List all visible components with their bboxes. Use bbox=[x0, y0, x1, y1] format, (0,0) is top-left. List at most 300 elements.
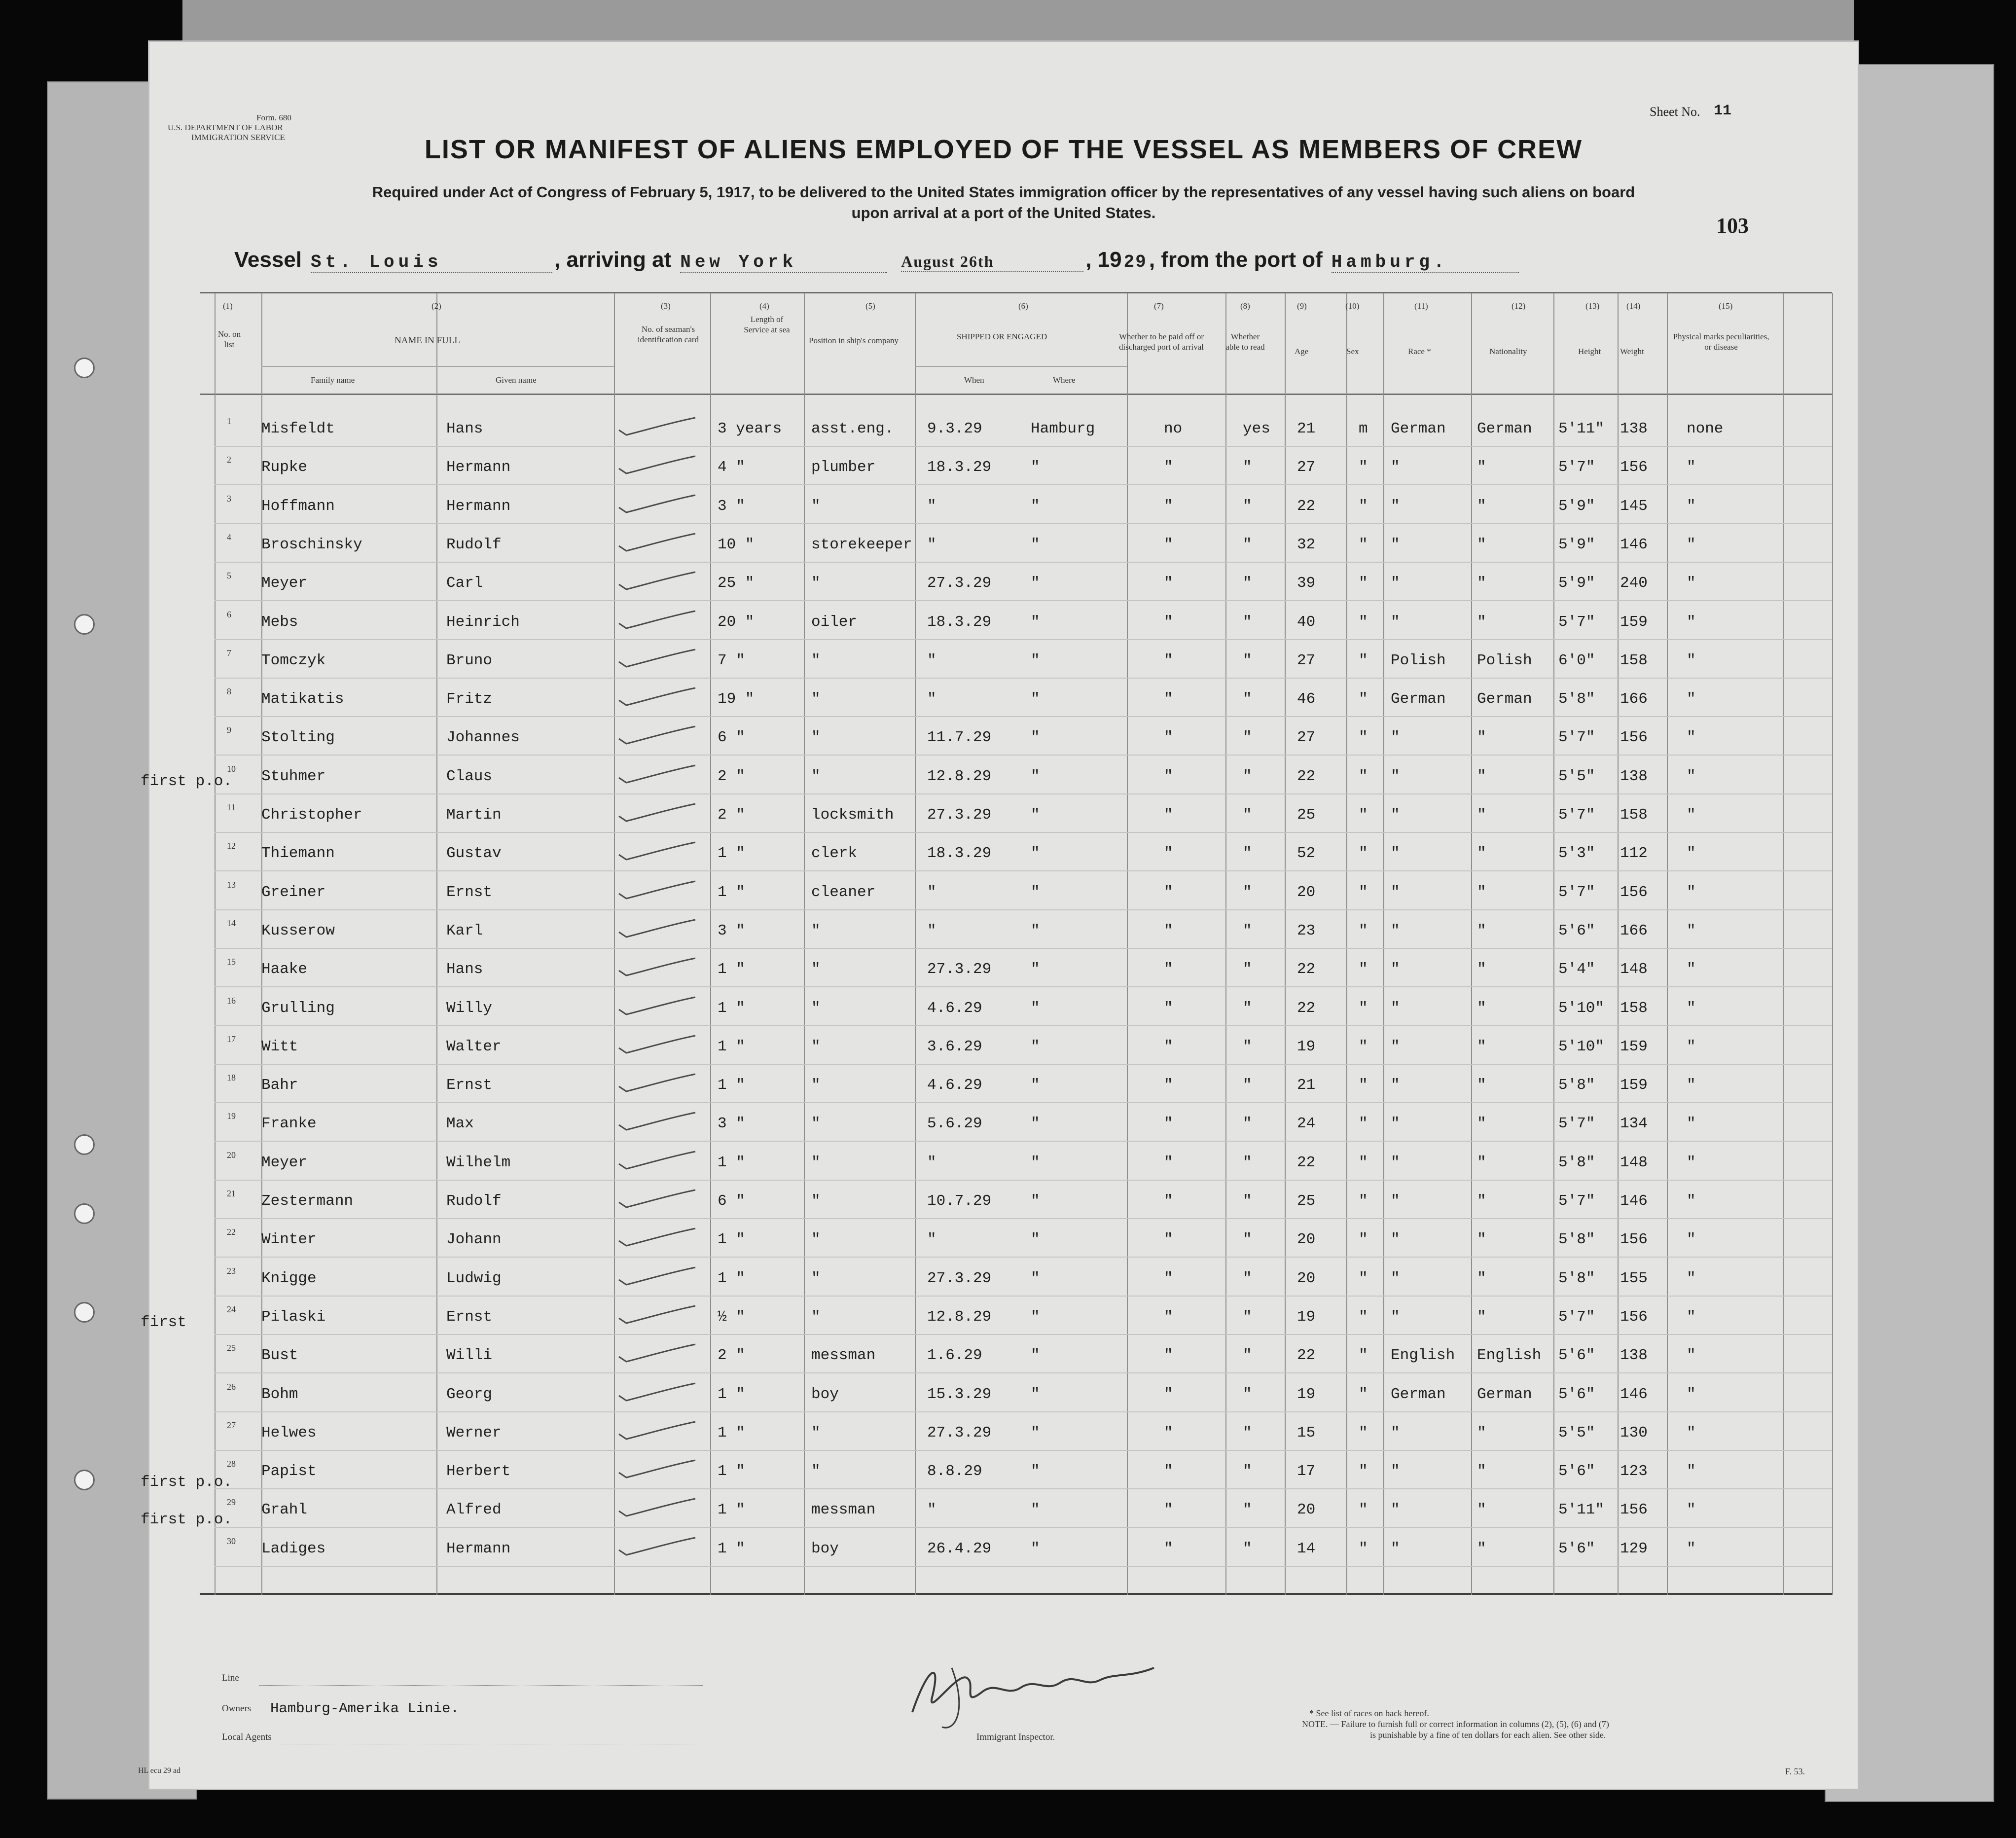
col-14-number: (14) bbox=[1626, 301, 1641, 311]
family-name-cell: Tomczyk bbox=[261, 651, 326, 669]
row-rule bbox=[215, 793, 1832, 794]
ship-position-cell: " bbox=[811, 1308, 821, 1326]
engaged-where-cell: " bbox=[1031, 1269, 1040, 1287]
age-cell: 24 bbox=[1297, 1115, 1316, 1133]
sex-cell: " bbox=[1359, 1463, 1368, 1480]
age-cell: 20 bbox=[1297, 883, 1316, 901]
nationality-cell: German bbox=[1477, 690, 1532, 708]
engaged-when-cell: " bbox=[927, 1153, 936, 1171]
row-rule bbox=[215, 1141, 1832, 1142]
height-cell: 5'10" bbox=[1558, 999, 1605, 1017]
row-number: 11 bbox=[227, 802, 236, 812]
age-cell: 46 bbox=[1297, 690, 1316, 708]
col-13-number: (13) bbox=[1585, 301, 1600, 311]
given-name-cell: Claus bbox=[446, 767, 493, 785]
form-code: F. 53. bbox=[1785, 1766, 1805, 1776]
column-rule bbox=[1471, 293, 1472, 1595]
sex-cell: " bbox=[1359, 1385, 1368, 1403]
able-to-read-cell: " bbox=[1243, 613, 1252, 631]
row-rule bbox=[215, 1450, 1832, 1451]
weight-cell: 146 bbox=[1620, 1192, 1648, 1210]
check-mark-icon bbox=[616, 1419, 700, 1444]
race-footnote: * See list of races on back hereof. bbox=[1309, 1708, 1429, 1718]
inspector-label: Immigrant Inspector. bbox=[976, 1732, 1055, 1742]
margin-note-row-24: first bbox=[141, 1314, 187, 1331]
physical-marks-cell: " bbox=[1687, 536, 1696, 553]
inspector-signature bbox=[898, 1638, 1174, 1737]
age-cell: 22 bbox=[1297, 767, 1316, 785]
engaged-where-cell: " bbox=[1031, 1385, 1040, 1403]
race-cell: " bbox=[1391, 729, 1400, 747]
engaged-when-cell: 5.6.29 bbox=[927, 1115, 982, 1133]
service-length-cell: 19 " bbox=[718, 690, 755, 708]
row-rule bbox=[215, 484, 1832, 485]
paid-off-cell: " bbox=[1164, 729, 1173, 747]
row-number: 28 bbox=[227, 1459, 236, 1469]
col-4-number: (4) bbox=[759, 301, 769, 311]
row-rule bbox=[215, 986, 1832, 987]
row-number: 12 bbox=[227, 841, 236, 851]
weight-cell: 130 bbox=[1620, 1424, 1648, 1442]
row-rule bbox=[215, 600, 1832, 601]
manifest-sheet bbox=[138, 40, 1859, 1790]
physical-marks-cell: " bbox=[1687, 883, 1696, 901]
height-cell: 5'6" bbox=[1558, 1463, 1595, 1480]
check-mark-icon bbox=[616, 1458, 700, 1482]
ship-position-cell: " bbox=[811, 497, 821, 515]
engaged-when-cell: 11.7.29 bbox=[927, 729, 992, 747]
row-number: 22 bbox=[227, 1227, 236, 1237]
age-cell: 14 bbox=[1297, 1540, 1316, 1557]
engaged-when-cell: 18.3.29 bbox=[927, 613, 992, 631]
paid-off-cell: " bbox=[1164, 1192, 1173, 1210]
check-mark-icon bbox=[616, 570, 700, 594]
paid-off-cell: " bbox=[1164, 883, 1173, 901]
ship-position-cell: cleaner bbox=[811, 883, 876, 901]
row-number: 24 bbox=[227, 1304, 236, 1314]
col-9-header: Age bbox=[1295, 347, 1309, 356]
row-number: 29 bbox=[227, 1497, 236, 1508]
engaged-when-cell: " bbox=[927, 690, 936, 708]
engaged-where-cell: " bbox=[1031, 459, 1040, 476]
age-cell: 17 bbox=[1297, 1463, 1316, 1480]
family-name-cell: Winter bbox=[261, 1231, 317, 1249]
given-name-cell: Heinrich bbox=[446, 613, 520, 631]
engaged-when-cell: 4.6.29 bbox=[927, 999, 982, 1017]
manifest-title: LIST OR MANIFEST OF ALIENS EMPLOYED OF THE VESSEL AS MEMBERS OF CREW bbox=[424, 135, 1583, 164]
engaged-when-cell: 27.3.29 bbox=[927, 961, 992, 978]
col-4-header: Length of Service at sea bbox=[744, 315, 790, 334]
weight-cell: 138 bbox=[1620, 1347, 1648, 1365]
race-cell: " bbox=[1391, 1077, 1400, 1094]
age-cell: 27 bbox=[1297, 459, 1316, 476]
family-name-cell: Helwes bbox=[261, 1424, 317, 1442]
family-name-cell: Meyer bbox=[261, 575, 308, 592]
race-cell: " bbox=[1391, 1308, 1400, 1326]
nationality-cell: " bbox=[1477, 1115, 1486, 1133]
ship-position-cell: storekeeper bbox=[811, 536, 912, 553]
given-name-cell: Rudolf bbox=[446, 1192, 502, 1210]
ship-position-cell: " bbox=[811, 767, 821, 785]
row-number: 4 bbox=[227, 532, 231, 542]
check-mark-icon bbox=[616, 840, 700, 865]
physical-marks-cell: " bbox=[1687, 1424, 1696, 1442]
service-length-cell: 1 " bbox=[718, 883, 745, 901]
sex-cell: " bbox=[1359, 1501, 1368, 1519]
ship-position-cell: boy bbox=[811, 1385, 839, 1403]
family-name-cell: Ladiges bbox=[261, 1540, 326, 1557]
manifest-subtitle: Required under Act of Congress of February 5, 1917, to be delivered to the United States immigration officer by the representatives of any vessel having such aliens on board bbox=[372, 183, 1635, 201]
paid-off-cell: " bbox=[1164, 575, 1173, 592]
height-cell: 5'11" bbox=[1558, 420, 1605, 437]
engaged-when-cell: 27.3.29 bbox=[927, 806, 992, 824]
weight-cell: 158 bbox=[1620, 651, 1648, 669]
row-rule bbox=[215, 1296, 1832, 1297]
sheet-number: 11 bbox=[1714, 103, 1732, 119]
able-to-read-cell: " bbox=[1243, 1540, 1252, 1557]
race-cell: " bbox=[1391, 1540, 1400, 1557]
ship-position-cell: locksmith bbox=[811, 806, 894, 824]
engaged-when-cell: " bbox=[927, 497, 936, 515]
paid-off-cell: " bbox=[1164, 690, 1173, 708]
nationality-cell: " bbox=[1477, 497, 1486, 515]
engaged-when-cell: 9.3.29 bbox=[927, 420, 982, 437]
note-line-2: is punishable by a fine of ten dollars for each alien. See other side. bbox=[1370, 1730, 1606, 1740]
row-rule bbox=[215, 1025, 1832, 1026]
row-rule bbox=[215, 1064, 1832, 1065]
engaged-where-cell: " bbox=[1031, 613, 1040, 631]
engaged-where-cell: " bbox=[1031, 497, 1040, 515]
physical-marks-cell: " bbox=[1687, 1308, 1696, 1326]
physical-marks-cell: " bbox=[1687, 1077, 1696, 1094]
line-label: Line bbox=[222, 1673, 239, 1683]
able-to-read-cell: " bbox=[1243, 497, 1252, 515]
col-7-number: (7) bbox=[1154, 301, 1164, 311]
table-header-rule bbox=[200, 394, 1832, 395]
check-mark-icon bbox=[616, 763, 700, 788]
engaged-where-cell: " bbox=[1031, 999, 1040, 1017]
binder-hole bbox=[74, 1134, 95, 1155]
column-rule bbox=[915, 293, 916, 1595]
column-rule bbox=[804, 293, 805, 1595]
able-to-read-cell: " bbox=[1243, 961, 1252, 978]
ship-position-cell: messman bbox=[811, 1501, 876, 1519]
family-name-cell: Zestermann bbox=[261, 1192, 354, 1210]
paid-off-cell: " bbox=[1164, 651, 1173, 669]
paid-off-cell: " bbox=[1164, 1347, 1173, 1365]
column-rule bbox=[1618, 293, 1619, 1595]
col-14-header: Weight bbox=[1620, 347, 1644, 356]
col-2-family-header: Family name bbox=[311, 375, 355, 385]
ship-position-cell: boy bbox=[811, 1540, 839, 1557]
col-15-header: Physical marks peculiarities, or disease bbox=[1673, 332, 1769, 352]
sex-cell: " bbox=[1359, 1077, 1368, 1094]
table-top-rule bbox=[200, 292, 1832, 293]
engaged-when-cell: " bbox=[927, 1501, 936, 1519]
sex-cell: " bbox=[1359, 613, 1368, 631]
given-name-cell: Willi bbox=[446, 1347, 493, 1365]
column-rule bbox=[1285, 293, 1286, 1595]
weight-cell: 240 bbox=[1620, 575, 1648, 592]
col-1-header: No. on list bbox=[217, 329, 241, 349]
nationality-cell: " bbox=[1477, 999, 1486, 1017]
check-mark-icon bbox=[616, 1303, 700, 1328]
form-id: Form. 680 bbox=[256, 113, 291, 122]
sex-cell: " bbox=[1359, 1192, 1368, 1210]
race-cell: " bbox=[1391, 1269, 1400, 1287]
ship-position-cell: " bbox=[811, 729, 821, 747]
age-cell: 20 bbox=[1297, 1269, 1316, 1287]
paid-off-cell: " bbox=[1164, 961, 1173, 978]
row-rule bbox=[215, 1488, 1832, 1489]
row-rule bbox=[215, 948, 1832, 949]
physical-marks-cell: none bbox=[1687, 420, 1724, 437]
nationality-cell: " bbox=[1477, 729, 1486, 747]
nationality-cell: " bbox=[1477, 806, 1486, 824]
paid-off-cell: " bbox=[1164, 1463, 1173, 1480]
age-cell: 39 bbox=[1297, 575, 1316, 592]
engaged-when-cell: 26.4.29 bbox=[927, 1540, 992, 1557]
age-cell: 19 bbox=[1297, 1038, 1316, 1055]
sex-cell: " bbox=[1359, 1115, 1368, 1133]
able-to-read-cell: " bbox=[1243, 1424, 1252, 1442]
height-cell: 5'6" bbox=[1558, 1347, 1595, 1365]
year-prefix: , 19 bbox=[1085, 248, 1122, 272]
check-mark-icon bbox=[616, 1381, 700, 1406]
row-number: 13 bbox=[227, 879, 236, 890]
col-9-number: (9) bbox=[1297, 301, 1307, 311]
age-cell: 22 bbox=[1297, 1347, 1316, 1365]
service-length-cell: ½ " bbox=[718, 1308, 745, 1326]
weight-cell: 156 bbox=[1620, 459, 1648, 476]
nationality-cell: " bbox=[1477, 1077, 1486, 1094]
paid-off-cell: " bbox=[1164, 1308, 1173, 1326]
family-name-cell: Haake bbox=[261, 961, 308, 978]
height-cell: 5'7" bbox=[1558, 459, 1595, 476]
height-cell: 5'8" bbox=[1558, 1153, 1595, 1171]
able-to-read-cell: " bbox=[1243, 1501, 1252, 1519]
race-cell: " bbox=[1391, 845, 1400, 863]
ship-position-cell: " bbox=[811, 1424, 821, 1442]
able-to-read-cell: " bbox=[1243, 1192, 1252, 1210]
ship-position-cell: " bbox=[811, 575, 821, 592]
height-cell: 5'7" bbox=[1558, 883, 1595, 901]
page-number: 103 bbox=[1716, 214, 1749, 238]
given-name-cell: Max bbox=[446, 1115, 474, 1133]
engaged-where-cell: " bbox=[1031, 1540, 1040, 1557]
note-line-1: NOTE. — Failure to furnish full or correct information in columns (2), (5), (6) and (7) bbox=[1302, 1719, 1609, 1729]
service-length-cell: 1 " bbox=[718, 1501, 745, 1519]
paid-off-cell: " bbox=[1164, 922, 1173, 939]
engaged-when-cell: 27.3.29 bbox=[927, 1269, 992, 1287]
col-3-number: (3) bbox=[661, 301, 671, 311]
race-cell: " bbox=[1391, 1192, 1400, 1210]
given-name-cell: Bruno bbox=[446, 651, 493, 669]
from-port-label: , from the port of bbox=[1149, 248, 1323, 272]
ship-position-cell: " bbox=[811, 922, 821, 939]
able-to-read-cell: " bbox=[1243, 1463, 1252, 1480]
weight-cell: 155 bbox=[1620, 1269, 1648, 1287]
row-number: 8 bbox=[227, 686, 231, 697]
binder-hole bbox=[74, 1203, 95, 1224]
row-rule bbox=[215, 678, 1832, 679]
sex-cell: " bbox=[1359, 536, 1368, 553]
col-6-when-header: When bbox=[964, 375, 984, 385]
owners-value: Hamburg-Amerika Linie. bbox=[270, 1700, 459, 1717]
physical-marks-cell: " bbox=[1687, 613, 1696, 631]
family-name-cell: Grulling bbox=[261, 999, 335, 1017]
column-rule bbox=[1127, 293, 1128, 1595]
height-cell: 5'8" bbox=[1558, 1231, 1595, 1249]
row-number: 27 bbox=[227, 1420, 236, 1430]
family-name-cell: Knigge bbox=[261, 1269, 317, 1287]
nationality-cell: " bbox=[1477, 1463, 1486, 1480]
family-name-cell: Misfeldt bbox=[261, 420, 335, 437]
nationality-cell: " bbox=[1477, 1038, 1486, 1055]
column-rule bbox=[1225, 293, 1226, 1595]
check-mark-icon bbox=[616, 1342, 700, 1367]
nationality-cell: " bbox=[1477, 1231, 1486, 1249]
sex-cell: " bbox=[1359, 922, 1368, 939]
physical-marks-cell: " bbox=[1687, 1269, 1696, 1287]
check-mark-icon bbox=[616, 647, 700, 672]
engaged-where-cell: " bbox=[1031, 1501, 1040, 1519]
check-mark-icon bbox=[616, 454, 700, 478]
row-rule bbox=[215, 562, 1832, 563]
column-rule bbox=[1553, 293, 1554, 1595]
column-rule bbox=[710, 293, 711, 1595]
given-name-cell: Walter bbox=[446, 1038, 502, 1055]
given-name-cell: Fritz bbox=[446, 690, 493, 708]
paid-off-cell: " bbox=[1164, 1269, 1173, 1287]
family-name-cell: Papist bbox=[261, 1463, 317, 1480]
race-cell: " bbox=[1391, 1501, 1400, 1519]
service-length-cell: 10 " bbox=[718, 536, 755, 553]
sex-cell: " bbox=[1359, 729, 1368, 747]
margin-note-row-28: first p.o. bbox=[141, 1474, 233, 1491]
engaged-when-cell: 27.3.29 bbox=[927, 1424, 992, 1442]
ship-position-cell: " bbox=[811, 1192, 821, 1210]
family-name-cell: Thiemann bbox=[261, 845, 335, 863]
col-5-number: (5) bbox=[865, 301, 875, 311]
age-cell: 22 bbox=[1297, 999, 1316, 1017]
able-to-read-cell: " bbox=[1243, 922, 1252, 939]
service-length-cell: 20 " bbox=[718, 613, 755, 631]
service-length-cell: 2 " bbox=[718, 767, 745, 785]
row-number: 14 bbox=[227, 918, 236, 928]
check-mark-icon bbox=[616, 1188, 700, 1212]
able-to-read-cell: " bbox=[1243, 1038, 1252, 1055]
ship-position-cell: " bbox=[811, 1231, 821, 1249]
given-name-cell: Hermann bbox=[446, 497, 511, 515]
family-name-cell: Pilaski bbox=[261, 1308, 326, 1326]
race-cell: " bbox=[1391, 1231, 1400, 1249]
nationality-cell: German bbox=[1477, 1385, 1532, 1403]
service-length-cell: 6 " bbox=[718, 729, 745, 747]
engaged-where-cell: " bbox=[1031, 1115, 1040, 1133]
engaged-when-cell: " bbox=[927, 1231, 936, 1249]
nationality-cell: German bbox=[1477, 420, 1532, 437]
col-13-header: Height bbox=[1578, 347, 1601, 356]
binder-hole bbox=[74, 358, 95, 378]
engaged-when-cell: 4.6.29 bbox=[927, 1077, 982, 1094]
weight-cell: 156 bbox=[1620, 729, 1648, 747]
race-cell: " bbox=[1391, 883, 1400, 901]
age-cell: 22 bbox=[1297, 497, 1316, 515]
margin-note-row-10: first p.o. bbox=[141, 773, 233, 790]
column-rule bbox=[1667, 293, 1668, 1595]
row-rule bbox=[215, 1218, 1832, 1219]
ship-position-cell: " bbox=[811, 1153, 821, 1171]
row-number: 25 bbox=[227, 1343, 236, 1353]
height-cell: 5'9" bbox=[1558, 536, 1595, 553]
engaged-where-cell: " bbox=[1031, 767, 1040, 785]
physical-marks-cell: " bbox=[1687, 806, 1696, 824]
service-length-cell: 1 " bbox=[718, 999, 745, 1017]
engaged-when-cell: " bbox=[927, 922, 936, 939]
engaged-where-cell: " bbox=[1031, 883, 1040, 901]
row-number: 20 bbox=[227, 1150, 236, 1160]
row-rule bbox=[215, 716, 1832, 717]
sex-cell: " bbox=[1359, 961, 1368, 978]
paid-off-cell: " bbox=[1164, 1424, 1173, 1442]
nationality-cell: " bbox=[1477, 1308, 1486, 1326]
nationality-cell: " bbox=[1477, 922, 1486, 939]
table-bottom-rule bbox=[200, 1593, 1832, 1595]
col-10-header: Sex bbox=[1346, 347, 1359, 356]
column-rule bbox=[215, 293, 216, 1595]
height-cell: 5'7" bbox=[1558, 729, 1595, 747]
row-rule bbox=[215, 639, 1832, 640]
family-name-cell: Stuhmer bbox=[261, 767, 326, 785]
engaged-when-cell: " bbox=[927, 883, 936, 901]
nationality-cell: " bbox=[1477, 613, 1486, 631]
nationality-cell: " bbox=[1477, 1153, 1486, 1171]
paid-off-cell: no bbox=[1164, 420, 1183, 437]
row-rule bbox=[215, 870, 1832, 871]
vessel-label: Vessel bbox=[234, 248, 302, 272]
local-agents-label: Local Agents bbox=[222, 1732, 272, 1742]
row-rule bbox=[215, 909, 1832, 910]
paid-off-cell: " bbox=[1164, 1153, 1173, 1171]
physical-marks-cell: " bbox=[1687, 690, 1696, 708]
sex-cell: " bbox=[1359, 1308, 1368, 1326]
race-cell: " bbox=[1391, 613, 1400, 631]
race-cell: German bbox=[1391, 420, 1446, 437]
weight-cell: 148 bbox=[1620, 961, 1648, 978]
able-to-read-cell: " bbox=[1243, 459, 1252, 476]
weight-cell: 146 bbox=[1620, 1385, 1648, 1403]
paid-off-cell: " bbox=[1164, 497, 1173, 515]
row-rule bbox=[215, 1334, 1832, 1335]
engaged-when-cell: 1.6.29 bbox=[927, 1347, 982, 1365]
engaged-where-cell: " bbox=[1031, 1463, 1040, 1480]
nationality-cell: " bbox=[1477, 575, 1486, 592]
paid-off-cell: " bbox=[1164, 1385, 1173, 1403]
service-length-cell: 3 " bbox=[718, 497, 745, 515]
engaged-where-cell: " bbox=[1031, 1308, 1040, 1326]
physical-marks-cell: " bbox=[1687, 1501, 1696, 1519]
sex-cell: " bbox=[1359, 1540, 1368, 1557]
year-suffix: 29 bbox=[1123, 252, 1147, 272]
check-mark-icon bbox=[616, 531, 700, 556]
given-name-cell: Herbert bbox=[446, 1463, 511, 1480]
physical-marks-cell: " bbox=[1687, 575, 1696, 592]
paid-off-cell: " bbox=[1164, 845, 1173, 863]
family-name-cell: Witt bbox=[261, 1038, 298, 1055]
ship-position-cell: asst.eng. bbox=[811, 420, 894, 437]
row-rule bbox=[215, 1566, 1832, 1567]
